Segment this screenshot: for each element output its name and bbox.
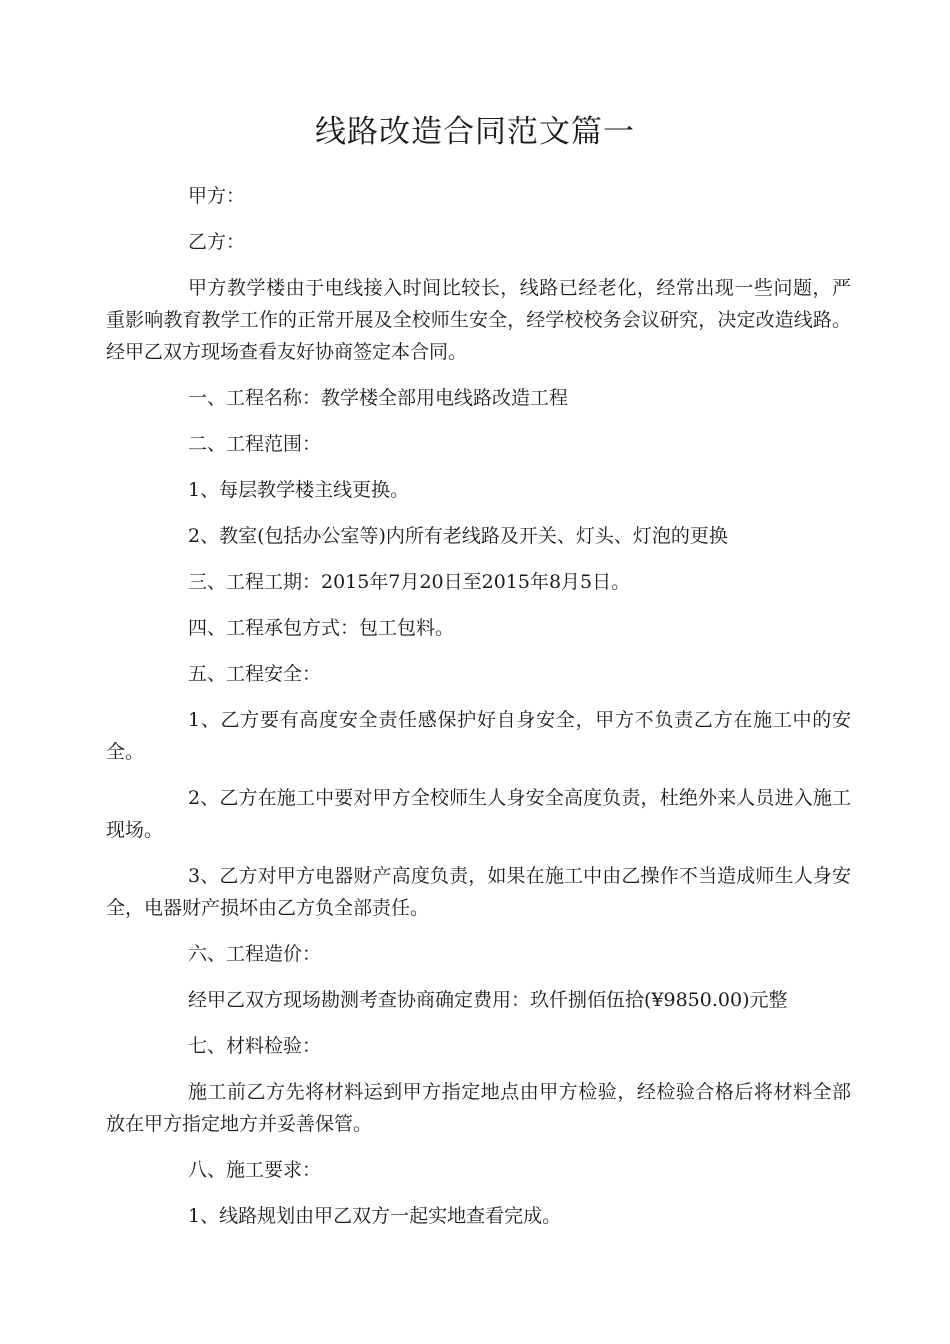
section-5-item-2: 2、乙方在施工中要对甲方全校师生人身安全高度负责，杜绝外来人员进入施工现场。 — [106, 787, 851, 841]
document-body — [106, 180, 851, 1246]
section-3-schedule: 三、工程工期：2015年7月20日至2015年8月5日。 — [188, 571, 631, 593]
section-7-heading: 七、材料检验： — [188, 1035, 322, 1057]
section-2-item-1: 1、每层教学楼主线更换。 — [188, 479, 410, 501]
document-title: 线路改造合同范文篇一 — [315, 114, 635, 150]
section-4-contract-mode: 四、工程承包方式：包工包料。 — [188, 617, 455, 639]
party-a-line: 甲方： — [188, 185, 246, 207]
section-5-heading: 五、工程安全： — [188, 663, 322, 685]
section-7-inspection: 施工前乙方先将材料运到甲方指定地点由甲方检验，经检验合格后将材料全部放在甲方指定地方并妥善保管。 — [106, 1081, 851, 1135]
party-b-line: 乙方： — [188, 231, 246, 253]
section-2-item-2: 2、教室(包括办公室等)内所有老线路及开关、灯头、灯泡的更换 — [188, 525, 728, 547]
section-5-item-1: 1、乙方要有高度安全责任感保护好自身安全，甲方不负责乙方在施工中的安全。 — [106, 709, 851, 763]
section-8-item-1: 1、线路规划由甲乙双方一起实地查看完成。 — [188, 1205, 562, 1227]
section-6-heading: 六、工程造价： — [188, 943, 322, 965]
section-6-cost: 经甲乙双方现场勘测考查协商确定费用：玖仟捌佰伍拾(¥9850.00)元整 — [188, 989, 788, 1011]
preamble-paragraph: 甲方教学楼由于电线接入时间比较长，线路已经老化，经常出现一些问题，严重影响教育教学工作的正常开展及全校师生安全，经学校校务会议研究，决定改造线路。经甲乙双方现场查看友好协商签定本合同。 — [106, 277, 851, 363]
section-2-heading: 二、工程范围： — [188, 433, 322, 455]
section-8-heading: 八、施工要求： — [188, 1159, 322, 1181]
section-5-item-3: 3、乙方对甲方电器财产高度负责，如果在施工中由乙操作不当造成师生人身安全，电器财产损坏由乙方负全部责任。 — [106, 865, 851, 919]
section-1-project-name: 一、工程名称：教学楼全部用电线路改造工程 — [188, 387, 569, 409]
